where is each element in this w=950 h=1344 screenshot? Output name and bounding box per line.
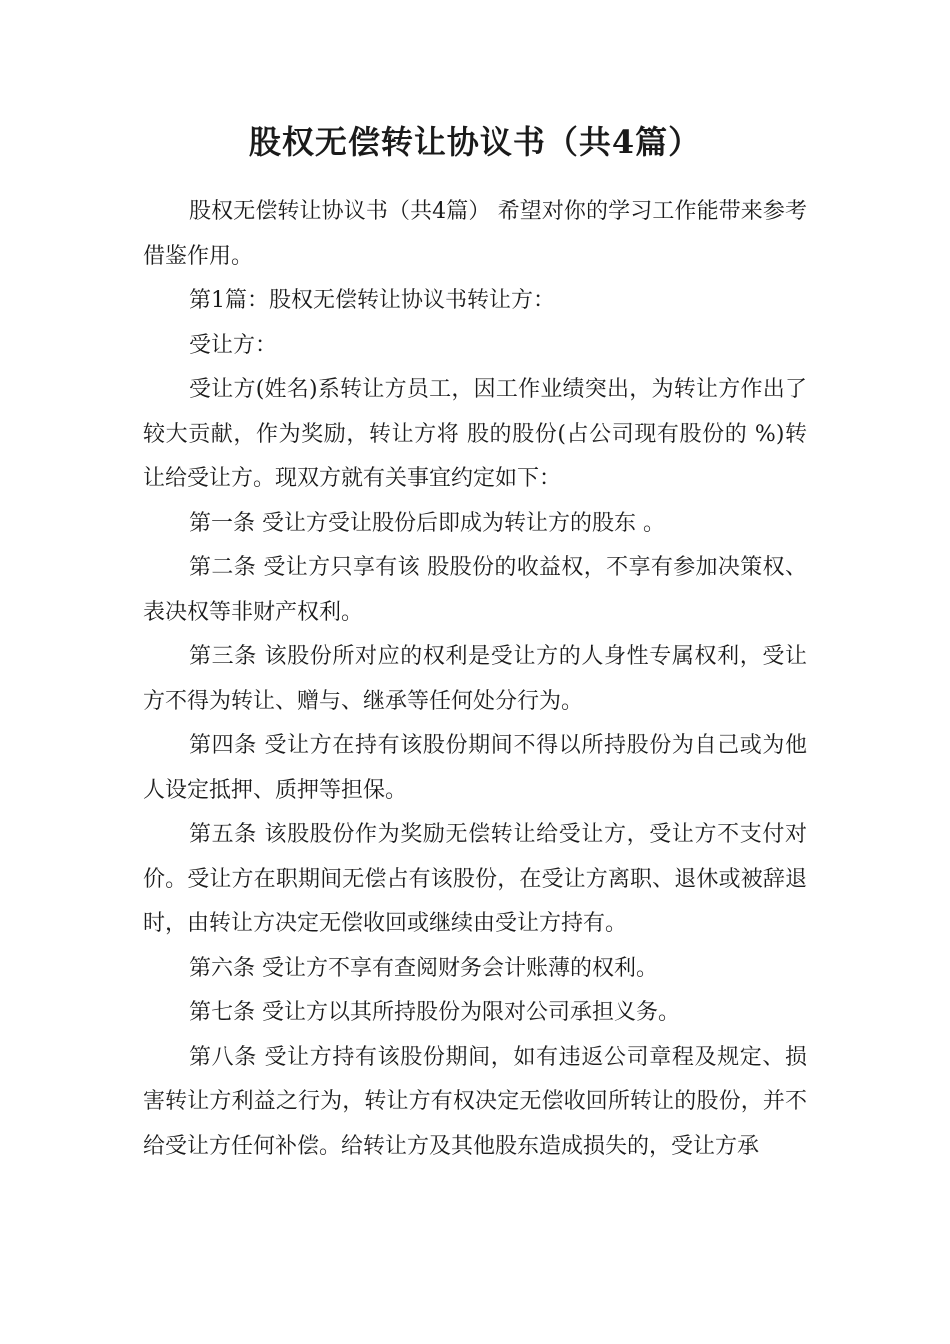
article-8: 第八条 受让方持有该股份期间，如有违返公司章程及规定、损害转让方利益之行为，转让方有权决定无偿收回所转让的股份，并不给受让方任何补偿。给转让方及其他股东造成损失的，受让方承 [143,1044,807,1159]
article-7: 第七条 受让方以其所持股份为限对公司承担义务。 [189,1000,680,1025]
article-5: 第五条 该股股份作为奖励无偿转让给受让方，受让方不支付对价。受让方在职期间无偿占有该股份，在受让方离职、退休或被辞退时，由转让方决定无偿收回或继续由受让方持有。 [143,822,807,936]
document-title: 股权无偿转让协议书（共4篇） [248,123,702,161]
article-1: 第一条 受让方受让股份后即成为转让方的股东 。 [189,510,665,536]
article-4: 第四条 受让方在持有该股份期间不得以所持股份为自己或为他人设定抵押、质押等担保。 [143,733,807,803]
article-3: 第三条 该股份所对应的权利是受让方的人身性专属权利，受让方不得为转让、赠与、继承等任何处分行为。 [143,644,807,714]
document-body [143,190,807,1169]
preamble-paragraph: 受让方(姓名)系转让方员工，因工作业绩突出，为转让方作出了较大贡献，作为奖励，转让方将 股的股份(占公司现有股份的 %)转让给受让方。现双方就有关事宜约定如下： [143,377,807,491]
article-2: 第二条 受让方只享有该 股股份的收益权，不享有参加决策权、表决权等非财产权利。 [143,555,807,625]
article-6: 第六条 受让方不享有查阅财务会计账薄的权利。 [189,955,658,981]
transferee-label: 受让方： [189,332,278,358]
chapter-heading: 第1篇：股权无偿转让协议书转让方： [189,288,555,313]
intro-paragraph: 股权无偿转让协议书（共4篇） 希望对你的学习工作能带来参考借鉴作用。 [143,199,807,269]
